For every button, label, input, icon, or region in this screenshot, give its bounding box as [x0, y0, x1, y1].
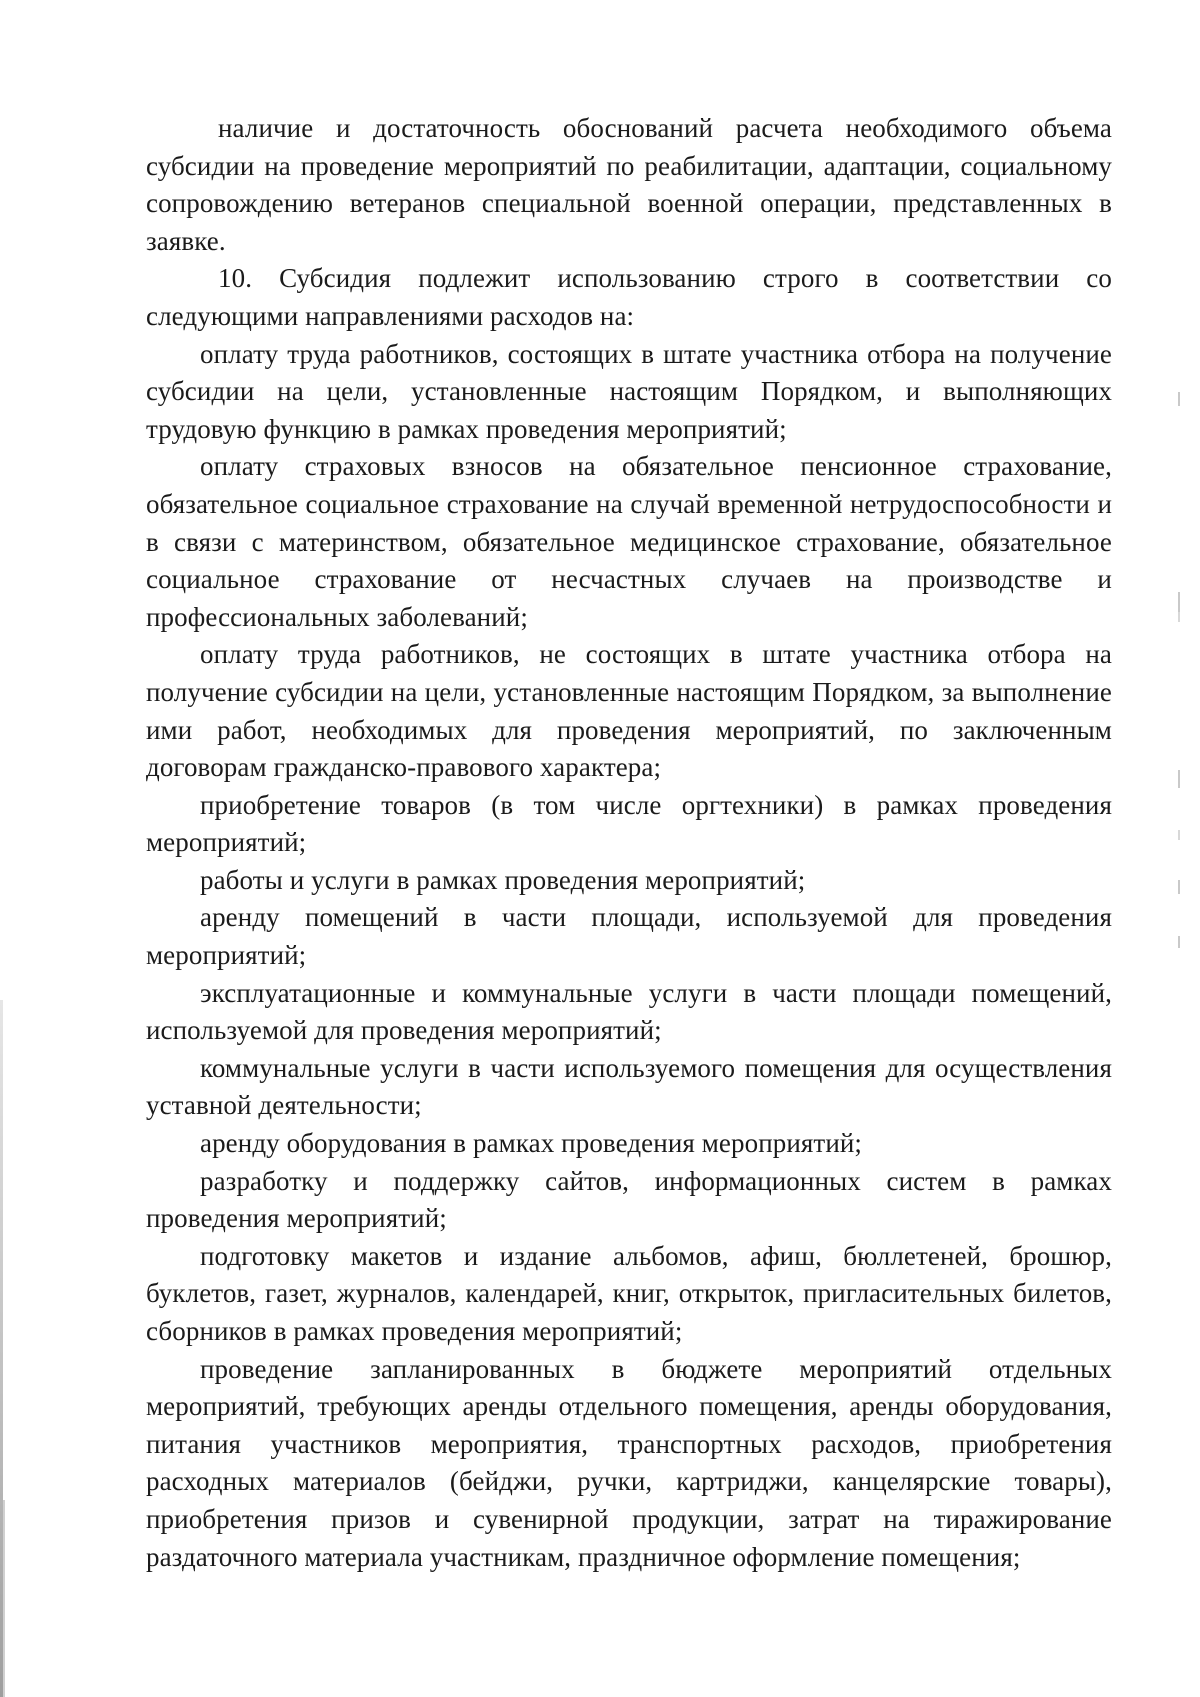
- paragraph-websites: разработку и поддержку сайтов, информационных систем в рамках проведения мероприятий;: [146, 1165, 1112, 1234]
- scan-artifact: [1178, 392, 1180, 406]
- paragraph-contractor-wages: оплату труда работников, не состоящих в штате участника отбора на получение субсидии на цели, установленные настоящим Порядком, за выполнение ими работ, необходимых для проведения мероприятий, по заключенным договорам гражданско-правового характера;: [146, 639, 1112, 783]
- paragraph-operational-utilities: эксплуатационные и коммунальные услуги в части площади помещений, используемой для проведения мероприятий;: [146, 977, 1112, 1046]
- paragraph-staff-wages: оплату труда работников, состоящих в штате участника отбора на получение субсидии на цели, установленные настоящим Порядком, и выполняющих трудовую функцию в рамках проведения мероприятий;: [146, 338, 1112, 444]
- scan-artifact: [1178, 770, 1180, 788]
- scan-artifact: [1178, 830, 1180, 840]
- scan-artifact: [1178, 612, 1180, 622]
- paragraph-equipment-rent: аренду оборудования в рамках проведения мероприятий;: [200, 1128, 863, 1159]
- paragraph-utilities-statutory: коммунальные услуги в части используемого помещения для осуществления уставной деятельности;: [146, 1052, 1112, 1121]
- document-body: [146, 110, 1112, 1576]
- scan-left-edge-shadow: [3, 1500, 5, 1697]
- scan-artifact: [1178, 880, 1180, 894]
- paragraph-printing: подготовку макетов и издание альбомов, афиш, бюллетеней, брошюр, буклетов, газет, журналов, календарей, книг, открыток, пригласительных билетов, сборников в рамках проведения мероприятий;: [146, 1240, 1112, 1346]
- paragraph-insurance-contributions: оплату страховых взносов на обязательное пенсионное страхование, обязательное социальное страхование на случай временной нетрудоспособности и в связи с материнством, обязательное медицинское страхование, обязательное социальное страхование от несчастных случаев на производстве и профессиональных заболеваний;: [146, 451, 1112, 632]
- scan-artifact: [1178, 936, 1180, 948]
- paragraph-premises-rent: аренду помещений в части площади, используемой для проведения мероприятий;: [146, 902, 1112, 971]
- paragraph-clause-10: 10. Субсидия подлежит использованию строго в соответствии со следующими направлениями расходов на:: [146, 263, 1112, 331]
- paragraph-goods-purchase: приобретение товаров (в том числе оргтехники) в рамках проведения мероприятий;: [146, 789, 1112, 858]
- paragraph-works-services: работы и услуги в рамках проведения мероприятий;: [200, 864, 806, 895]
- paragraph-justification-criteria: наличие и достаточность обоснований расчета необходимого объема субсидии на проведение мероприятий по реабилитации, адаптации, социальному сопровождению ветеранов специальной военной операции, представленных в заявке.: [146, 113, 1112, 256]
- paragraph-events: проведение запланированных в бюджете мероприятий отдельных мероприятий, требующих аренды отдельного помещения, аренды оборудования, питания участников мероприятия, транспортных расходов, приобретения расходных материалов (бейджи, ручки, картриджи, канцелярские товары), приобретения призов и сувенирной продукции, затрат на тиражирование раздаточного материала участникам, праздничное оформление помещения;: [146, 1353, 1112, 1572]
- scan-artifact: [1178, 592, 1180, 614]
